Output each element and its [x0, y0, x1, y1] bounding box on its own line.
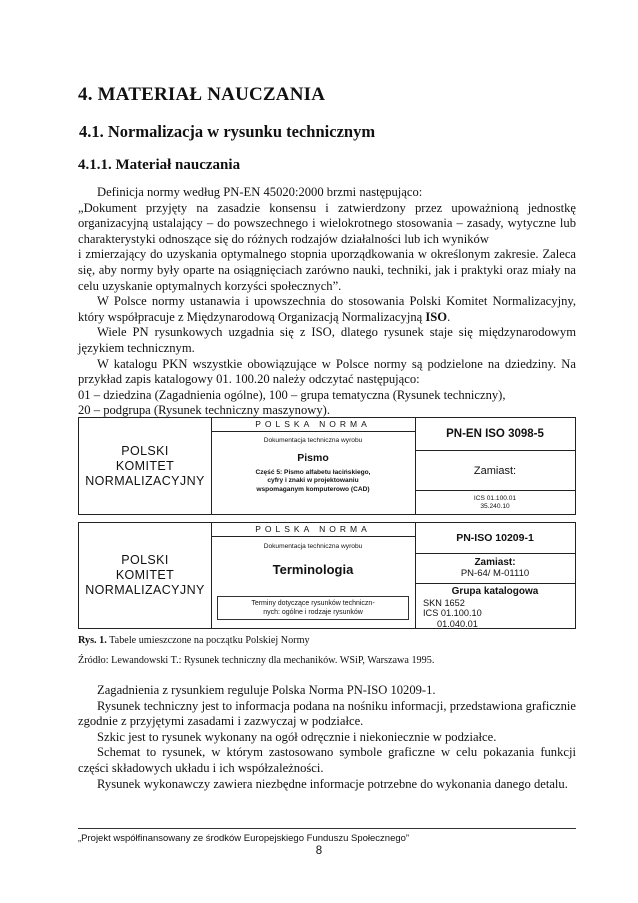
paragraph: Rysunek wykonawczy zawiera niezbędne informacje potrzebne do wykonania danego detalu.	[97, 776, 568, 791]
paragraph: W Polsce normy ustanawia i upowszechnia do stosowania Polski Komitet Normalizacyjny, który współpracuje z Międzynarodową Organizacją Normalizacyjną ISO.	[78, 294, 576, 324]
replaces-box: Zamiast: PN-64/ M-01110	[415, 554, 575, 584]
figure-source: Źródło: Lewandowski T.: Rysunek techniczny dla mechaników. WSiP, Warszawa 1995.	[78, 655, 435, 666]
title-column	[211, 418, 416, 514]
paragraph: Definicja normy według PN-EN 45020:2000 brzmi następująco:	[97, 185, 423, 199]
paragraph: Zagadnienia z rysunkiem reguluje Polska Norma PN-ISO 10209-1.	[97, 683, 436, 697]
figure-caption: Rys. 1. Tabele umieszczone na początku Polskiej Normy	[78, 635, 310, 646]
footer-divider	[78, 828, 576, 829]
norm-subtitle: Część 5: Pismo alfabetu łacińskiego, cyfry i znaki w projektowaniu wspomaganym komputerowo (CAD)	[255, 469, 371, 493]
section-heading: 4.1. Normalizacja w rysunku technicznym	[79, 122, 376, 141]
paragraph: i zmierzający do uzyskania optymalnego stopnia uporządkowania w określonym zakresie. Zaleca się, aby normy były oparte na osiągnięciach zarówno nauki, techniki, jak i praktyki oraz miały na celu uzyskanie optymalnych korzyści społecznych”.	[78, 247, 576, 293]
replaces-label: Zamiast:	[415, 451, 575, 491]
chapter-heading: 4. MATERIAŁ NAUCZANIA	[78, 84, 326, 105]
paragraph: 01 – dziedzina (Zagadnienia ogólne), 100 – grupa tematyczna (Rysunek techniczny),	[78, 387, 506, 402]
standard-header-table-2	[78, 522, 576, 629]
page-number: 8	[315, 845, 323, 857]
body-text-2	[78, 683, 576, 792]
standard-header-table-1	[78, 417, 576, 515]
norm-subtitle: Terminy dotyczące rysunków techniczn- nych: ogólne i rodzaje rysunków	[217, 596, 409, 620]
norm-title: Pismo	[297, 452, 329, 464]
paragraph: Schemat to rysunek, w którym zastosowano symbole graficzne w celu pokazania funkcji części składowych układu i ich współzależności.	[78, 745, 576, 775]
paragraph: Wiele PN rysunkowych uzgadnia się z ISO, dlatego rysunek staje się międzynarodowym językiem technicznym.	[78, 325, 576, 355]
paragraph: 20 – podgrupa (Rysunek techniczny maszynowy).	[78, 403, 331, 418]
catalog-group: Grupa katalogowa SKN 1652 ICS 01.100.10 01.040.01	[423, 586, 539, 629]
title-column	[211, 523, 416, 628]
org-name: POLSKI KOMITET NORMALIZACYJNY	[79, 418, 212, 514]
paragraph: Rysunek techniczny jest to informacja podana na nośniku informacji, przedstawiona graficznie zgodnie z przyjętymi zasadami i zazwyczaj w podziałce.	[78, 698, 576, 729]
norm-header: POLSKA NORMA	[211, 523, 415, 537]
norm-number: PN-ISO 10209-1	[415, 523, 575, 554]
norm-number: PN-EN ISO 3098-5	[415, 418, 575, 451]
number-column	[415, 418, 575, 513]
norm-title: Terminologia	[272, 562, 354, 577]
org-name: POLSKI KOMITET NORMALIZACYJNY	[79, 523, 212, 628]
body-text-1	[78, 185, 576, 419]
doc-type: Dokumentacja techniczna wyrobu	[263, 437, 363, 444]
subsection-heading: 4.1.1. Materiał nauczania	[78, 157, 241, 173]
paragraph: Szkic jest to rysunek wykonany na ogół odręcznie i niekoniecznie w podziałce.	[97, 729, 497, 744]
ics-codes: ICS 01.100.01 35.240.10	[473, 495, 517, 510]
paragraph: W katalogu PKN wszystkie obowiązujące w Polsce normy są podzielone na dziedziny. Na przykład zapis katalogowy 01. 100.20 należy odczytać następująco:	[78, 356, 576, 387]
paragraph: „Dokument przyjęty na zasadzie konsensu i zatwierdzony przez upoważnioną jednostkę organizacyjną ustalający – do powszechnego i wielokrotnego stosowania – zasady, wytyczne lub charakterystyki odnoszące się do różnych rodzajów działalności lub ich wyników	[78, 200, 576, 246]
norm-header: POLSKA NORMA	[211, 418, 415, 432]
footer-text: „Projekt współfinansowany ze środków Europejskiego Funduszu Społecznego”	[78, 833, 410, 844]
number-column	[415, 523, 575, 627]
doc-type: Dokumentacja techniczna wyrobu	[263, 543, 363, 550]
